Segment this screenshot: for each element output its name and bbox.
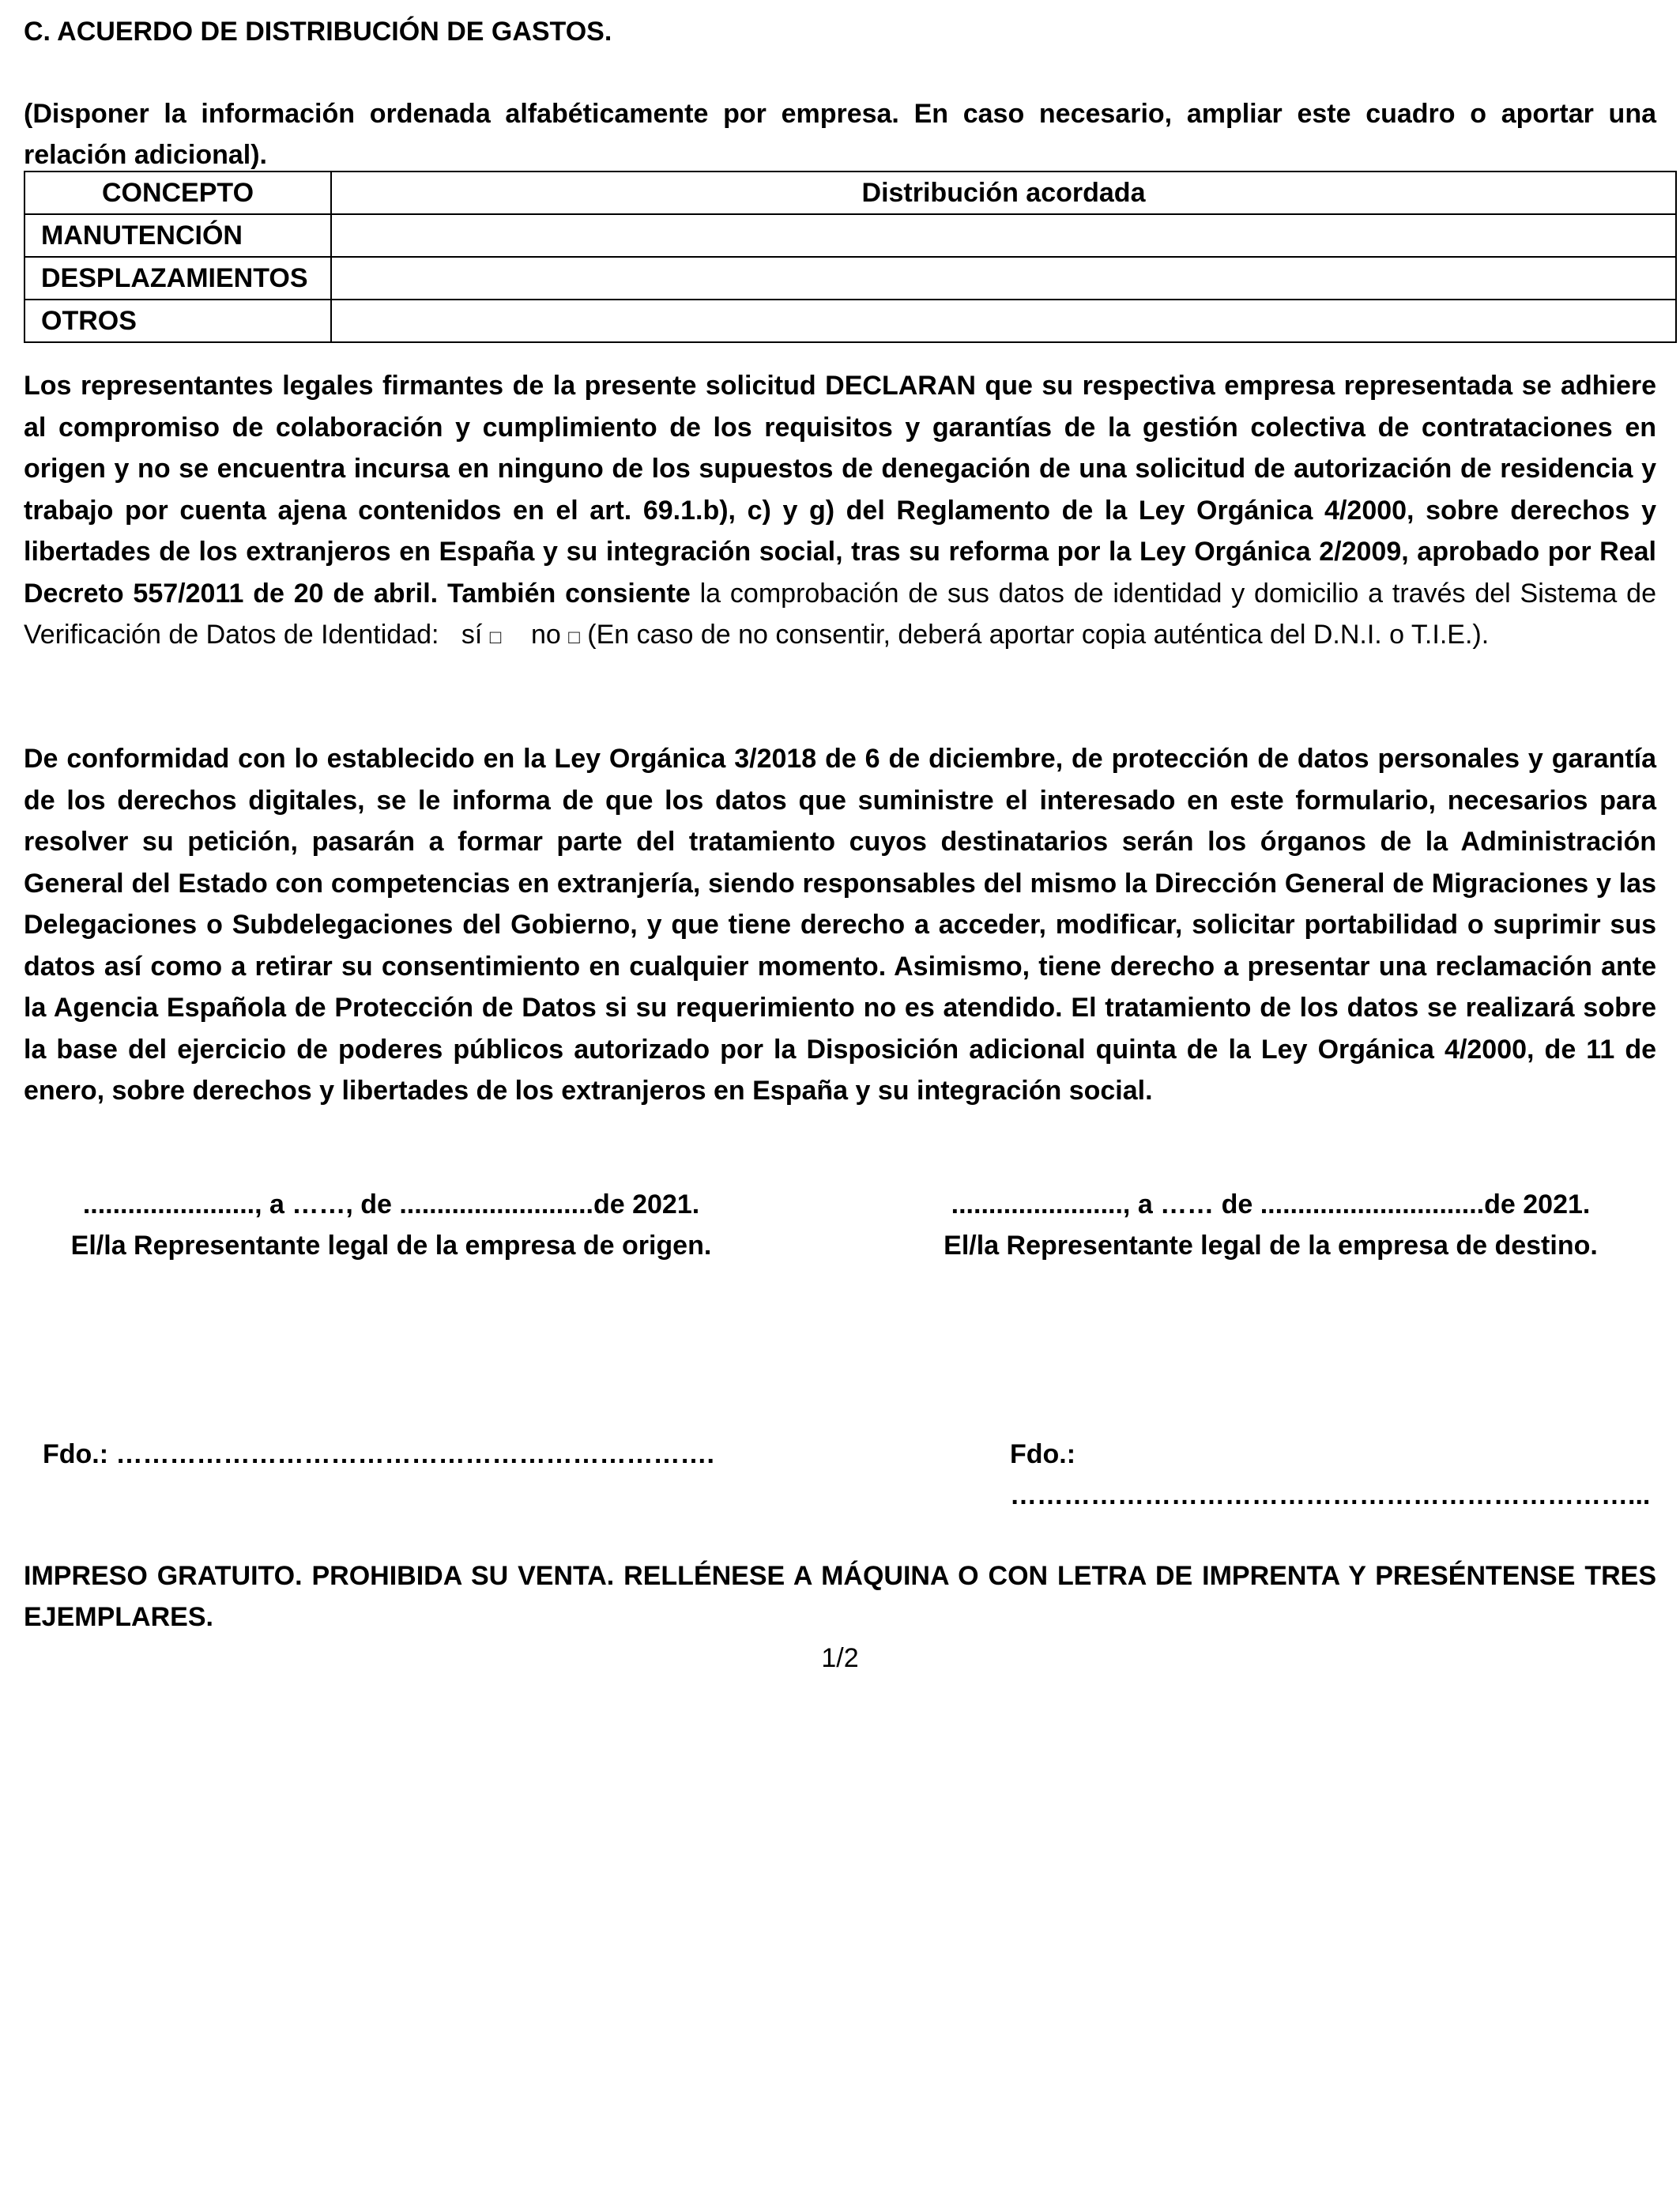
role-origin: El/la Representante legal de la empresa de origen. [70,1231,712,1261]
table-row [24,300,1676,342]
row-concepto: MANUTENCIÓN [24,214,331,257]
declaration-tail-text: (En caso de no consentir, deberá aportar copia auténtica del D.N.I. o T.I.E.). [587,620,1490,650]
date-line-origin[interactable]: ......................., a ……, de ..........................de 2021. [82,1189,700,1220]
signature-line-destination[interactable]: Fdo.: ……………………………………………………………... [1010,1439,1651,1510]
role-destination: El/la Representante legal de la empresa de destino. [944,1231,1598,1261]
row-distribucion-field[interactable] [331,257,1676,300]
header-distribucion: Distribución acordada [331,172,1676,214]
row-distribucion-field[interactable] [331,214,1676,257]
checkbox-no[interactable]: □ [568,627,580,648]
declaration-normal-text: la comprobación de sus datos de identidad y domicilio a través del Sistema de Verificación de Datos de Identidad: [24,578,1656,650]
declaration-bold-text: Los representantes legales firmantes de la presente solicitud DECLARAN que su respectiva empresa representada se adhiere al compromiso de colaboración y cumplimiento de los requisitos y garantías de la gestión colectiva de contrataciones en origen y no se encuentra incursa en ninguno de los supuestos de denegación de una solicitud de autorización de residencia y trabajo por cuenta ajena contenidos en el art. 69.1.b), c) y g) del Reglamento de la Ley Orgánica 4/2000, sobre derechos y libertades de los extranjeros en España y su integración social, tras su reforma por la Ley Orgánica 2/2009, aprobado por Real Decreto 557/2011 de 20 de abril. También consiente [24,371,1656,609]
row-distribucion-field[interactable] [331,300,1676,342]
expense-distribution-table [24,171,1677,343]
signature-block-destination [885,1184,1656,1266]
checkbox-si[interactable]: □ [489,627,502,648]
row-concepto: DESPLAZAMIENTOS [24,257,331,300]
header-concepto: CONCEPTO [24,172,331,214]
date-line-destination[interactable]: ......................., a …… de ..............................de 2021. [951,1189,1591,1220]
signature-line-origin[interactable]: Fdo.: …………………………………………………………. [43,1439,714,1469]
page-number: 1/2 [821,1643,859,1673]
table-row [24,257,1676,300]
table-row [24,214,1676,257]
section-title: C. ACUERDO DE DISTRIBUCIÓN DE GASTOS. [24,17,612,47]
declaration-paragraph [24,365,1656,659]
signature-block-origin [24,1184,759,1266]
row-concepto: OTROS [24,300,331,342]
table-instruction: (Disponer la información ordenada alfabéticamente por empresa. En caso necesario, ampliar este cuadro o aportar una relación adicional). [24,99,1656,170]
footer-notice: IMPRESO GRATUITO. PROHIBIDA SU VENTA. RELLÉNESE A MÁQUINA O CON LETRA DE IMPRENTA Y PRESÉNTENSE TRES EJEMPLARES. [24,1561,1656,1632]
option-si-label: sí [461,620,483,650]
data-protection-paragraph: De conformidad con lo establecido en la Ley Orgánica 3/2018 de 6 de diciembre, de protección de datos personales y garantía de los derechos digitales, se le informa de que los datos que suministre el interesado en este formulario, necesarios para resolver su petición, pasarán a formar parte del tratamiento cuyos destinatarios serán los órganos de la Administración General del Estado con competencias en extranjería, siendo responsables del mismo la Dirección General de Migraciones y las Delegaciones o Subdelegaciones del Gobierno, y que tiene derecho a acceder, modificar, solicitar portabilidad o suprimir sus datos así como a retirar su consentimiento en cualquier momento. Asimismo, tiene derecho a presentar una reclamación ante la Agencia Española de Protección de Datos si su requerimiento no es atendido. El tratamiento de los datos se realizará sobre la base del ejercicio de poderes públicos autorizado por la Disposición adicional quinta de la Ley Orgánica 4/2000, de 11 de enero, sobre derechos y libertades de los extranjeros en España y su integración social. [24,744,1656,1106]
option-no-label: no [531,620,561,650]
table-header-row [24,172,1676,214]
